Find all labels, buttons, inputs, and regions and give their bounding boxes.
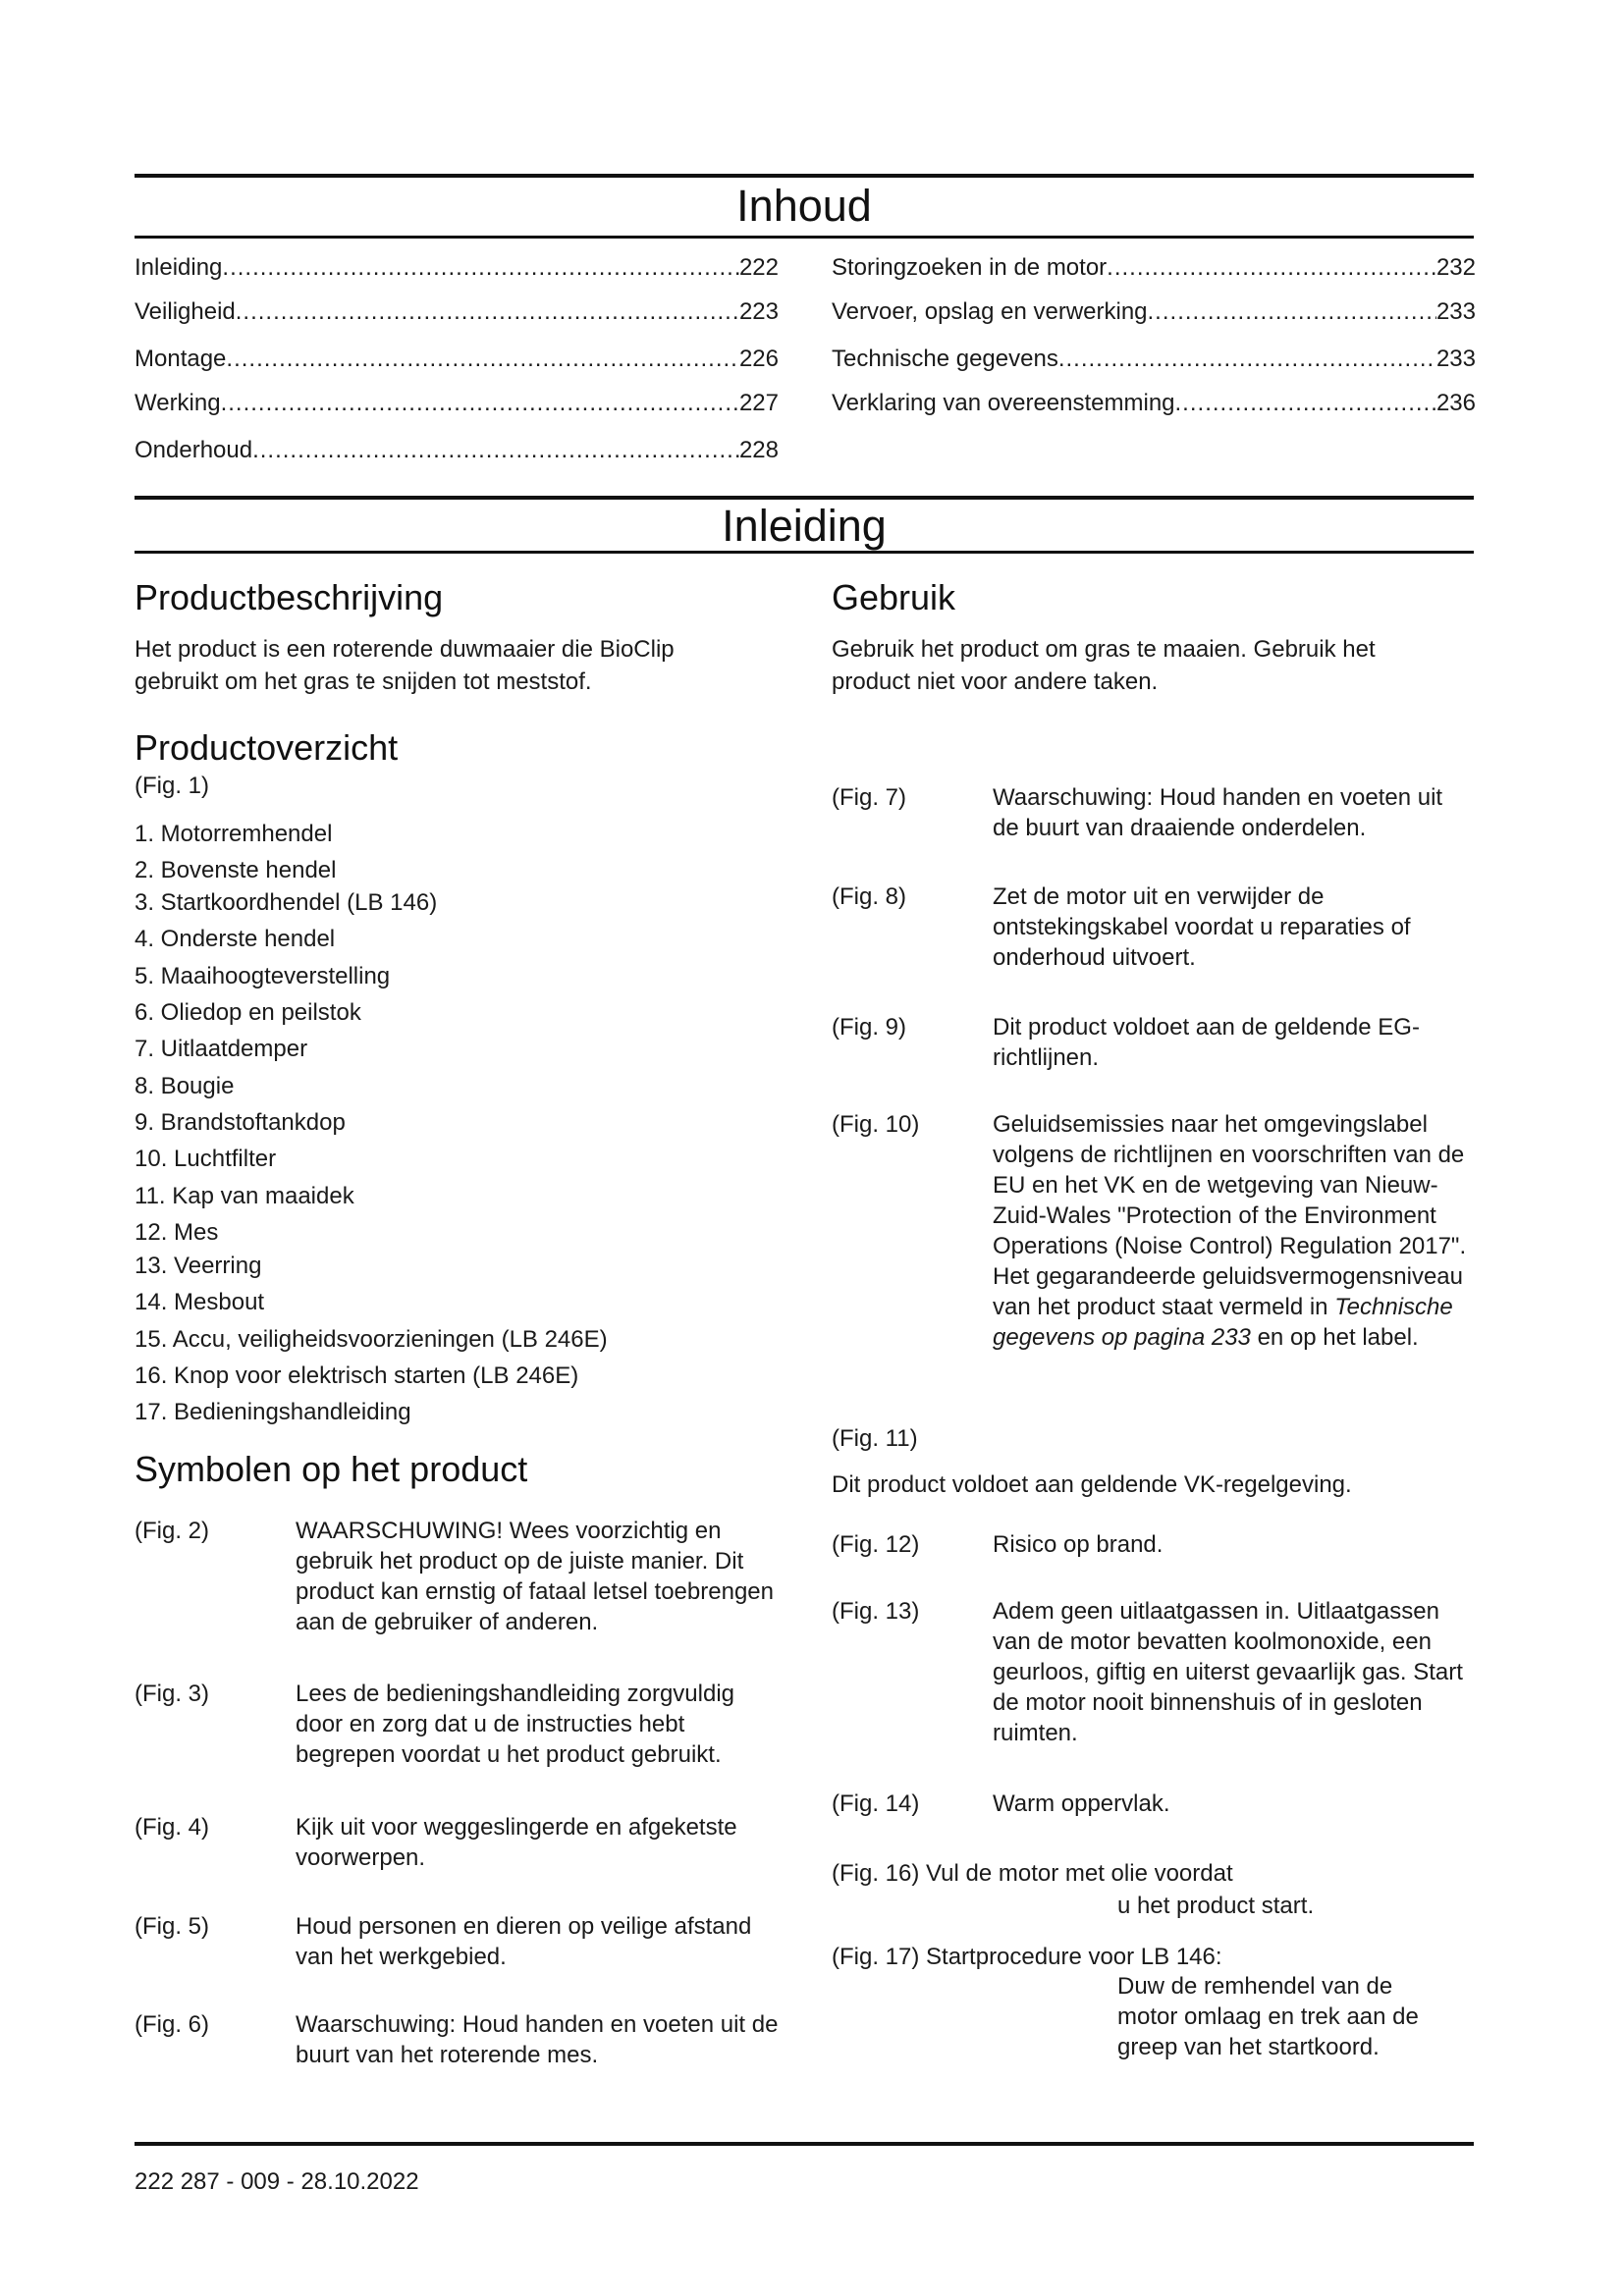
symbol-fig-13	[832, 1596, 1476, 1753]
fig-text: Zet de motor uit en verwijder de ontstekingskabel voordat u reparaties of onderhoud uitvoert.	[993, 883, 1411, 971]
symbols-heading: Symbolen op het product	[135, 1449, 528, 1489]
list-item: 16. Knop voor elektrisch starten (LB 246E)	[135, 1362, 579, 1389]
toc-entry-page: 228	[738, 437, 779, 463]
fig-17-text: Duw de remhendel van de motor omlaag en trek aan de greep van het startkoord.	[1117, 1973, 1419, 2060]
intro-bottom-rule	[135, 551, 1474, 554]
fig-text: Houd personen en dieren op veilige afstand van het werkgebied.	[296, 1913, 752, 1970]
list-item: 3. Startkoordhendel (LB 146)	[135, 889, 438, 916]
fig-ref: (Fig. 2)	[135, 1518, 210, 1544]
symbol-fig-10	[832, 1109, 1476, 1394]
toc-entry-page: 233	[1435, 346, 1476, 372]
fig-ref: (Fig. 9)	[832, 1014, 907, 1041]
fig-ref: (Fig. 12)	[832, 1531, 920, 1558]
symbol-fig-5	[135, 1911, 783, 1974]
fig-text: Warm oppervlak.	[993, 1790, 1170, 1817]
toc-entry-vervoer[interactable]	[832, 297, 1476, 327]
toc-entry-label: Montage	[135, 346, 227, 372]
overview-fig-ref: (Fig. 1)	[135, 773, 210, 799]
list-item: 17. Bedieningshandleiding	[135, 1399, 411, 1425]
fig-text: WAARSCHUWING! Wees voorzichtig en gebruik het product op de juiste manier. Dit product kan ernstig of fataal letsel toebrengen aan de gebruiker of anderen.	[296, 1518, 774, 1635]
symbol-fig-8	[832, 881, 1476, 976]
symbol-fig-14	[832, 1789, 1476, 1822]
toc-entry-page: 222	[738, 254, 779, 281]
list-item: 4. Onderste hendel	[135, 926, 336, 952]
symbol-fig-6	[135, 2009, 783, 2072]
list-item: 10. Luchtfilter	[135, 1146, 277, 1172]
symbol-fig-7	[832, 782, 1476, 845]
footer-rule	[135, 2142, 1474, 2146]
toc-entry-page: 226	[738, 346, 779, 372]
toc-entry-label: Verklaring van overeenstemming	[832, 390, 1175, 416]
fig-ref: (Fig. 8)	[832, 883, 907, 910]
fig-ref: (Fig. 3)	[135, 1681, 210, 1707]
list-item: 7. Uitlaatdemper	[135, 1036, 308, 1062]
toc-entry-label: Vervoer, opslag en verwerking	[832, 298, 1148, 325]
fig-text: Dit product voldoet aan de geldende EG-richtlijnen.	[993, 1014, 1420, 1071]
toc-entry-werking[interactable]	[135, 389, 779, 418]
use-heading: Gebruik	[832, 577, 956, 617]
toc-entry-veiligheid[interactable]	[135, 297, 779, 327]
fig-10-suffix: en op het label.	[1257, 1324, 1419, 1351]
product-description-text: Het product is een roterende duwmaaier die BioClip gebruikt om het gras te snijden tot meststof.	[135, 636, 675, 695]
toc-entry-technische-gegevens[interactable]	[832, 345, 1476, 374]
fig-11-ref: (Fig. 11)	[832, 1425, 918, 1452]
toc-entry-label: Onderhoud	[135, 437, 253, 463]
list-item: 5. Maaihoogteverstelling	[135, 963, 391, 989]
symbol-fig-2	[135, 1516, 783, 1643]
toc-entry-label: Werking	[135, 390, 221, 416]
fig-10-text: Geluidsemissies naar het omgevingslabel volgens de richtlijnen en voorschriften van de EU en het VK en de wetgeving van Nieuw-Zuid-Wales "Protection of the Environment Operations (Noise Control) Regulation 2017". Het gegarandeerde geluidsvermogensniveau van het product staat vermeld in	[993, 1111, 1467, 1320]
fig-text: Risico op brand.	[993, 1531, 1164, 1558]
toc-entry-onderhoud[interactable]	[135, 436, 779, 465]
fig-16-line1	[832, 1858, 1233, 1890]
toc-entry-page: 223	[738, 298, 779, 325]
fig-ref: (Fig. 10)	[832, 1111, 920, 1138]
use-text: Gebruik het product om gras te maaien. Gebruik het product niet voor andere taken.	[832, 636, 1376, 695]
list-item: 13. Veerring	[135, 1253, 262, 1279]
fig-text: Adem geen uitlaatgassen in. Uitlaatgassen van de motor bevatten koolmonoxide, een geurloos, giftig en uiterst gevaarlijk gas. Start de motor nooit binnenshuis of in gesloten ruimten.	[993, 1598, 1463, 1746]
toc-top-rule	[135, 174, 1474, 178]
list-item: 15. Accu, veiligheidsvoorzieningen (LB 246E)	[135, 1326, 608, 1353]
list-item: 9. Brandstoftankdop	[135, 1109, 346, 1136]
fig-16-line2: u het product start.	[1117, 1893, 1315, 1919]
symbol-fig-9	[832, 1012, 1476, 1075]
fig-17-line1	[832, 1942, 1222, 1973]
toc-entry-storingzoeken[interactable]	[832, 253, 1476, 283]
symbol-fig-12	[832, 1529, 1476, 1563]
technische-gegevens-link[interactable]: Technische gegevens op pagina 233	[993, 1294, 1453, 1351]
symbol-fig-4	[135, 1812, 783, 1875]
list-item: 1. Motorremhendel	[135, 821, 333, 847]
list-item: 12. Mes	[135, 1219, 219, 1246]
fig-ref: (Fig. 17)	[832, 1944, 920, 1970]
list-item: 14. Mesbout	[135, 1289, 265, 1315]
fig-text: Startprocedure voor LB 146:	[926, 1944, 1222, 1970]
fig-text: Waarschuwing: Houd handen en voeten uit de buurt van draaiende onderdelen.	[993, 784, 1443, 841]
fig-text: Vul de motor met olie voordat	[926, 1860, 1233, 1887]
fig-ref: (Fig. 13)	[832, 1598, 920, 1625]
toc-entry-label: Storingzoeken in de motor	[832, 254, 1108, 281]
list-item: 2. Bovenste hendel	[135, 857, 337, 883]
product-description-heading: Productbeschrijving	[135, 577, 444, 617]
list-item: 11. Kap van maaidek	[135, 1183, 354, 1209]
fig-ref: (Fig. 7)	[832, 784, 907, 811]
fig-ref: (Fig. 14)	[832, 1790, 920, 1817]
toc-title: Inhoud	[736, 181, 872, 231]
toc-entry-label: Inleiding	[135, 254, 223, 281]
toc-entry-label: Veiligheid	[135, 298, 236, 325]
fig-text: Waarschuwing: Houd handen en voeten uit de buurt van het roterende mes.	[296, 2011, 779, 2068]
fig-text: Lees de bedieningshandleiding zorgvuldig door en zorg dat u de instructies hebt begrepen voordat u het product gebruikt.	[296, 1681, 735, 1768]
fig-ref: (Fig. 5)	[135, 1913, 210, 1940]
fig-ref: (Fig. 6)	[135, 2011, 210, 2038]
toc-entry-verklaring[interactable]	[832, 389, 1476, 418]
intro-title: Inleiding	[722, 501, 887, 551]
intro-top-rule	[135, 496, 1474, 500]
toc-entry-montage[interactable]	[135, 345, 779, 374]
symbol-fig-3	[135, 1679, 783, 1777]
overview-heading: Productoverzicht	[135, 727, 399, 768]
fig-ref: (Fig. 16)	[832, 1860, 920, 1887]
toc-entry-page: 233	[1435, 298, 1476, 325]
fig-text: Kijk uit voor weggeslingerde en afgeketste voorwerpen.	[296, 1814, 737, 1871]
list-item: 6. Oliedop en peilstok	[135, 999, 361, 1026]
footer-doc-id: 222 287 - 009 - 28.10.2022	[135, 2168, 419, 2195]
fig-11-text: Dit product voldoet aan geldende VK-regelgeving.	[832, 1471, 1352, 1498]
list-item: 8. Bougie	[135, 1073, 235, 1099]
toc-entry-label: Technische gegevens	[832, 346, 1058, 372]
toc-entry-page: 227	[738, 390, 779, 416]
toc-entry-page: 232	[1435, 254, 1476, 281]
fig-text	[993, 1109, 1474, 1353]
fig-ref: (Fig. 4)	[135, 1814, 210, 1841]
toc-entry-page: 236	[1435, 390, 1476, 416]
toc-entry-inleiding[interactable]	[135, 253, 779, 283]
toc-bottom-rule	[135, 236, 1474, 239]
